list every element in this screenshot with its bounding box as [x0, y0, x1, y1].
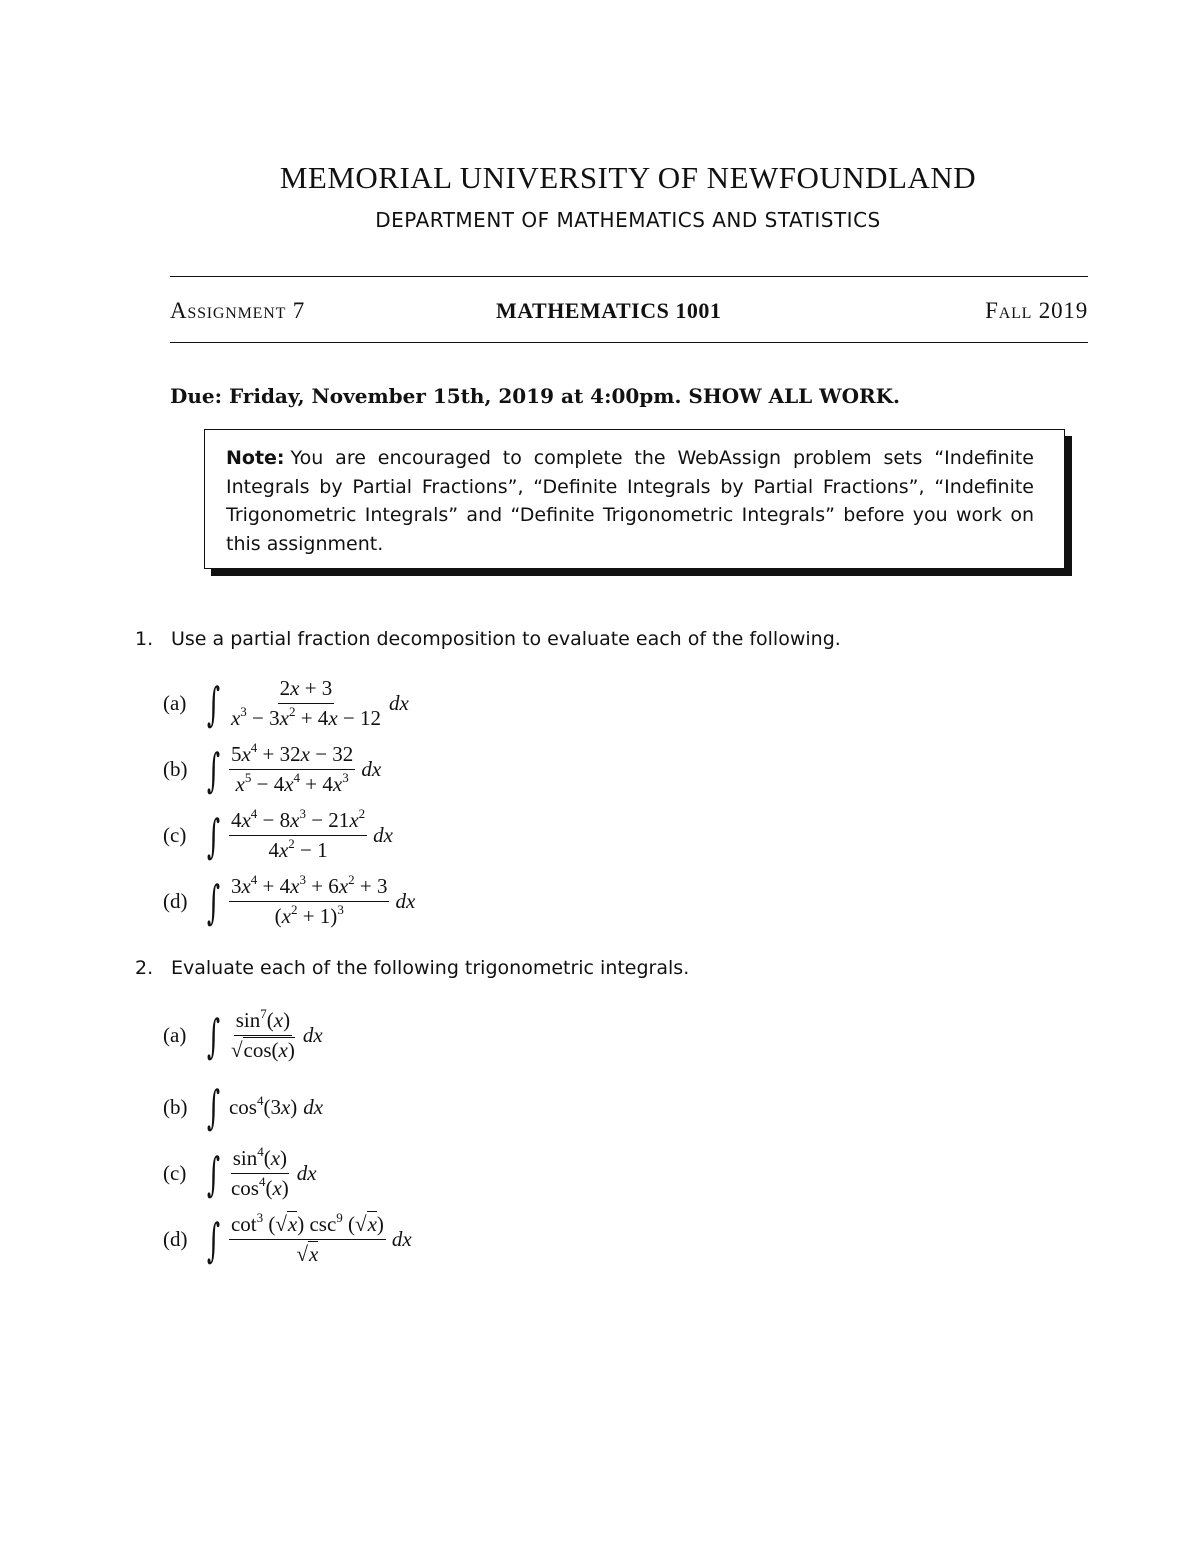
- header-bottom-rule: [170, 342, 1088, 343]
- q1-part-b: (b) ∫ $\frac{5x^4 + 32x - 32}{x^5 - 4x^4 + 4x^3}$ dx: [163, 740, 382, 797]
- integral-sign: ∫: [207, 874, 221, 929]
- part-label: (b): [163, 1094, 188, 1119]
- note-box: [204, 429, 1065, 569]
- q1-part-c: (c) ∫ $\frac{4x^4 - 8x^3 - 21x^2}{4x^2 - 1}$ dx: [163, 806, 393, 863]
- part-label: (c): [163, 1161, 187, 1185]
- question-1: [135, 628, 841, 650]
- part-label: (a): [163, 691, 187, 715]
- question-prompt: Use a partial fraction decomposition to evaluate each of the following.: [171, 628, 841, 650]
- assignment-label: Assignment 7: [170, 298, 306, 323]
- integrand-fraction: $\frac{\cot^3 (√x) \csc^9 (√x)}{√x}$: [230, 1210, 384, 1266]
- integrand: $\cos^4(3x)$: [228, 1092, 298, 1119]
- integrand-fraction: $\frac{\sin^4(x)}{\cos^4(x)}$: [230, 1144, 289, 1200]
- part-label: (d): [163, 1227, 188, 1251]
- question-number: 1.: [135, 628, 154, 650]
- q2-part-c: (c) ∫ $\frac{\sin^4(x)}{\cos^4(x)}$ dx: [163, 1144, 317, 1201]
- q2-part-b: (b) ∫ $\cos^4(3x)$ dx: [163, 1080, 324, 1134]
- question-number: 2.: [135, 957, 154, 979]
- integral-sign: ∫: [207, 1080, 221, 1134]
- integrand-fraction: $\frac{2x + 3}{x^3 - 3x^2 + 4x - 12}$: [230, 676, 381, 730]
- question-2: [135, 957, 689, 979]
- question-prompt: Evaluate each of the following trigonometric integrals.: [171, 957, 690, 979]
- integral-sign: ∫: [207, 1212, 221, 1267]
- header-top-rule: [170, 276, 1088, 277]
- integrand-fraction: $\frac{4x^4 - 8x^3 - 21x^2}{4x^2 - 1}$: [230, 806, 366, 862]
- integral-sign: ∫: [207, 742, 221, 797]
- course-title: MATHEMATICS 1001: [496, 298, 722, 323]
- part-label: (d): [163, 889, 188, 913]
- integral-sign: ∫: [207, 1146, 221, 1201]
- university-name: MEMORIAL UNIVERSITY OF NEWFOUNDLAND: [279, 160, 977, 195]
- part-label: (a): [163, 1023, 187, 1047]
- note-text: You are encouraged to complete the WebAssign problem sets “Indefinite Integrals by Partial Fractions”, “Definite Integrals by Partial Fractions”, “Indefinite Trigonometric Integrals” and “Definite Trigonometric Integrals” before you work on this assignment.: [226, 447, 1034, 555]
- department-name: DEPARTMENT OF MATHEMATICS AND STATISTICS: [375, 208, 881, 232]
- part-label: (b): [163, 757, 188, 781]
- integral-sign: ∫: [207, 676, 221, 731]
- integrand-fraction: $\frac{\sin^7(x)}{√\cos(x)}$: [230, 1006, 295, 1062]
- q2-part-d: (d) ∫ $\frac{\cot^3 (√x) \csc^9 (√x)}{√x}$ dx: [163, 1210, 412, 1267]
- integral-sign: ∫: [207, 1008, 221, 1063]
- note-label: Note:: [226, 447, 285, 469]
- integral-sign: ∫: [207, 808, 221, 863]
- q1-part-d: (d) ∫ $\frac{3x^4 + 4x^3 + 6x^2 + 3}{(x^2 + 1)^3}$ dx: [163, 872, 416, 929]
- q1-part-a: (a) ∫ $\frac{2x + 3}{x^3 - 3x^2 + 4x - 12}$ dx: [163, 676, 409, 731]
- q2-part-a: (a) ∫ $\frac{\sin^7(x)}{√\cos(x)}$ dx: [163, 1006, 323, 1063]
- due-date-line: Due: Friday, November 15th, 2019 at 4:00pm. SHOW ALL WORK.: [170, 384, 901, 408]
- part-label: (c): [163, 823, 187, 847]
- term-label: Fall 2019: [985, 298, 1088, 323]
- integrand-fraction: $\frac{3x^4 + 4x^3 + 6x^2 + 3}{(x^2 + 1)^3}$: [230, 872, 388, 928]
- integrand-fraction: $\frac{5x^4 + 32x - 32}{x^5 - 4x^4 + 4x^3}$: [230, 740, 354, 796]
